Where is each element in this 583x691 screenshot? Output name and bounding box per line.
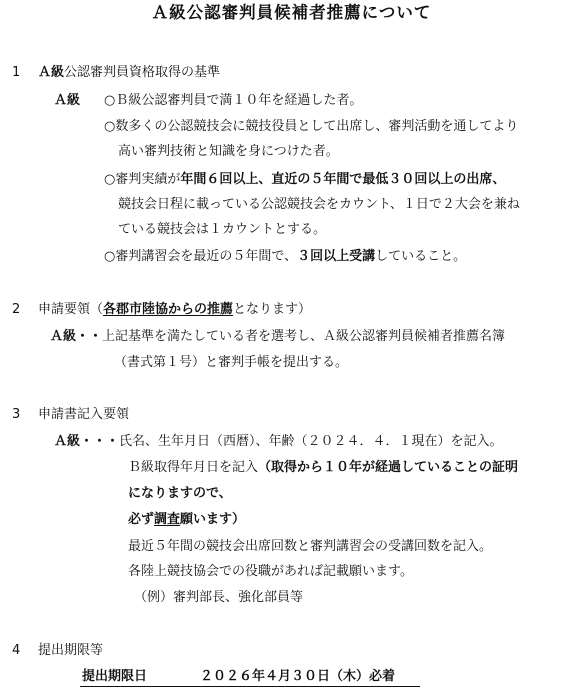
form-text: Ｂ級取得年月日を記入 (128, 460, 259, 475)
criterion-2-line-1: ○数多くの公認競技会に競技役員として出席し、審判活動を通してより (104, 119, 519, 134)
deadline-value: ２０２６年４月３０日（木）必着 (200, 669, 396, 684)
form-line-7: （例）審判部長、強化部員等 (134, 590, 304, 605)
section-number: 1 (12, 65, 21, 80)
application-line-1 (50, 328, 505, 346)
form-line-2 (128, 459, 518, 477)
form-line-4 (128, 511, 245, 529)
heading-suffix: となります） (233, 302, 312, 317)
document-title: Ａ級公認審判員候補者推薦について (151, 3, 432, 22)
section-number: 3 (12, 407, 21, 422)
form-line-3: になりますので、 (128, 486, 232, 501)
form-underlined: 調査 (154, 512, 181, 527)
form-line-1 (54, 433, 503, 451)
section-1-heading (12, 64, 220, 82)
heading-text: 公認審判員資格取得の基準 (64, 65, 221, 80)
application-text: 上記基準を満たしている者を選考し、Ａ級公認審判員候補者推薦名簿 (102, 329, 506, 344)
heading-emphasis: 各郡市陸協からの推薦 (103, 302, 234, 317)
criterion-4 (104, 248, 466, 266)
form-line-5: 最近５年間の競技会出席回数と審判講習会の受講回数を記入。 (128, 539, 493, 554)
section-number: 4 (12, 643, 21, 658)
section-2-heading (12, 301, 311, 319)
heading-text: 申請書記入要領 (38, 407, 130, 422)
section-number: 2 (12, 302, 21, 317)
grade-label: Ａ級・・・ (54, 434, 120, 449)
criterion-3-line-2: 競技会日程に載っている公認競技会をカウント、１日で２大会を兼ね (118, 197, 520, 212)
form-line-6: 各陸上競技協会での役職があれば記載願います。 (128, 564, 413, 579)
criterion-3-prefix: ○審判実績が (104, 172, 181, 187)
criterion-1: ○Ｂ級公認審判員で満１０年を経過した者。 (104, 93, 363, 108)
form-emphasis: 願います） (180, 512, 246, 527)
criterion-3-emphasis: 年間６回以上、直近の５年間で最低３０回以上の出席、 (180, 172, 506, 187)
heading-text: 提出期限等 (38, 643, 104, 658)
criterion-4-prefix: ○審判講習会を最近の５年間で、 (104, 249, 298, 264)
form-emphasis: 必ず (128, 512, 155, 527)
grade-label: Ａ級 (54, 93, 81, 108)
criterion-4-emphasis: ３回以上受講 (297, 249, 376, 264)
criterion-3-line-3: ている競技会は１カウントとする。 (118, 222, 327, 237)
section-4-heading (12, 642, 103, 660)
deadline-row (80, 668, 420, 687)
criterion-3-line-1 (104, 171, 505, 189)
grade-label: Ａ級・・ (50, 329, 103, 344)
deadline-label: 提出期限日 (82, 669, 148, 684)
form-text: 氏名、生年月日（西暦）、年齢（２０２４．４．１現在）を記入。 (119, 434, 503, 449)
criterion-4-suffix: していること。 (375, 249, 467, 264)
form-emphasis: （取得から１０年が経過していることの証明 (258, 460, 519, 475)
heading-grade: Ａ級 (38, 65, 65, 80)
heading-prefix: 申請要領（ (38, 302, 104, 317)
section-3-heading (12, 406, 129, 424)
application-line-2: （書式第１号）と審判手帳を提出する。 (114, 355, 349, 370)
criterion-2-line-2: 高い審判技術と知識を身につけた者。 (118, 144, 339, 159)
